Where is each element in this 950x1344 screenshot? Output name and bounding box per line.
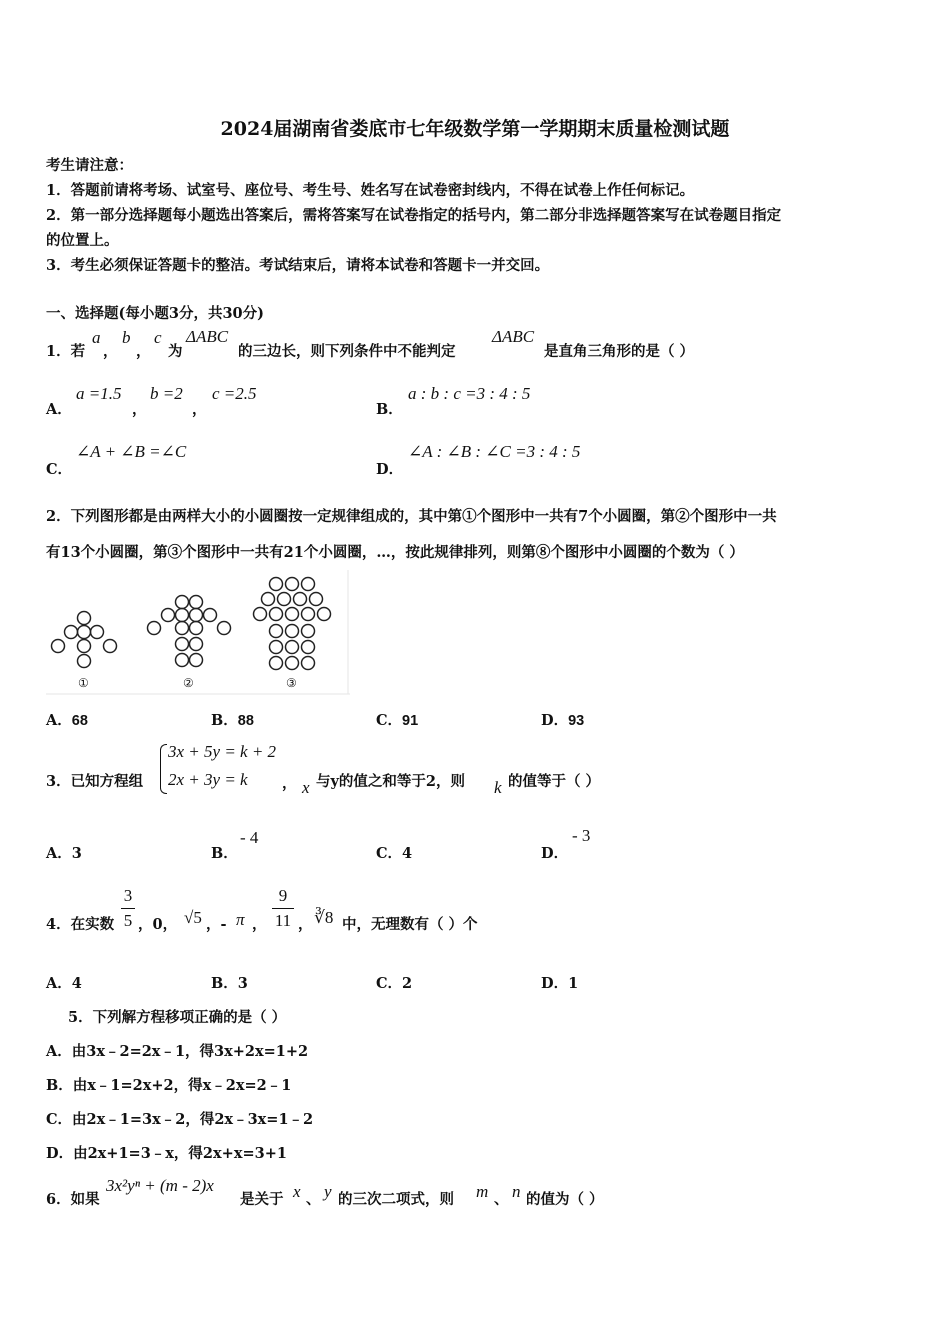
q4-option-a-value: 4	[71, 975, 82, 992]
q3-option-b-value: - 4	[240, 828, 259, 847]
notice-item-2: 2．第一部分选择题每小题选出答案后，需将答案写在试卷指定的括号内，第二部分非选择题答案写在试卷题目指定	[46, 207, 782, 224]
q6-var-y: y	[324, 1182, 332, 1201]
q4-option-b-value: 3	[237, 975, 248, 992]
figure-3-label: ③	[286, 676, 297, 690]
q1-option-b: a : b : c =3 : 4 : 5	[408, 384, 531, 403]
q4-fraction-2-denominator: 11	[274, 911, 292, 930]
q2-line-1: 2．下列图形都是由两样大小的小圆圈按一定规律组成的，其中第①个图形中一共有7个小圆圈，第②个图形中一共	[46, 508, 777, 525]
q6-text-mid-2: 的三次二项式，则	[338, 1191, 454, 1208]
figure-1-circles	[52, 612, 117, 668]
question-1	[46, 327, 926, 370]
q1-text-mid: 的三边长，则下列条件中不能判定	[238, 343, 456, 360]
q4-text-end: 中，无理数有（ ）个	[342, 916, 478, 933]
q4-option-c	[376, 972, 412, 993]
q4-prefix: 4．在实数	[46, 916, 115, 933]
q6-dun-2: 、	[494, 1191, 509, 1208]
q3-option-c	[376, 842, 412, 863]
q3-equation-2: 2x + 3y = k	[168, 770, 248, 789]
q1-option-d: ∠A : ∠B : ∠C =3 : 4 : 5	[408, 442, 581, 461]
q1-var-c: c	[154, 328, 162, 347]
q3-prefix: 3．已知方程组	[46, 773, 144, 790]
q1-option-a-comma: ，	[132, 401, 147, 418]
q4-fraction-1-numerator: 3	[123, 886, 133, 905]
notice-heading: 考生请注意：	[46, 157, 133, 174]
q3-option-d-value: - 3	[572, 826, 591, 845]
q4-fraction-3-5	[121, 886, 135, 931]
q1-option-a-3: c =2.5	[212, 384, 257, 403]
q3-text-end: 的值等于（ ）	[508, 773, 601, 790]
q1-text-end: 是直角三角形的是（ ）	[544, 343, 695, 360]
q3-option-c-label: C．	[376, 845, 403, 862]
q3-option-d-label: D．	[541, 845, 569, 862]
q2-line-2: 有13个小圆圈，第③个图形中一共有21个小圆圈，…，按此规律排列，则第⑧个图形中小圆圈的个数为（ ）	[46, 544, 744, 561]
q2-option-c-value: 91	[402, 713, 419, 729]
figure-1-label: ①	[78, 676, 89, 690]
q4-sep-1: ，0，	[138, 916, 178, 933]
q6-text-end: 的值为（ ）	[526, 1191, 604, 1208]
q2-option-b	[211, 709, 254, 730]
q1-comma: ，	[103, 343, 118, 360]
q4-option-d-value: 1	[568, 975, 579, 992]
q1-option-a-2: b =2	[150, 384, 183, 403]
q3-option-a	[46, 842, 82, 863]
section-heading: 一、选择题(每小题3分，共30分)	[46, 305, 264, 322]
q2-figure	[46, 570, 350, 696]
q4-fraction-1-denominator: 5	[123, 911, 133, 930]
q2-option-b-value: 88	[237, 713, 254, 729]
q3-equation-1: 3x + 5y = k + 2	[168, 742, 277, 761]
q2-option-b-label: B．	[211, 712, 238, 729]
q3-comma: ，	[282, 775, 297, 792]
q4-option-d-label: D．	[541, 975, 569, 992]
notice-item-3: 3．考生必须保证答题卡的整洁。考试结束后，请将本试卷和答题卡一并交回。	[46, 257, 550, 274]
q1-number: 1．若	[46, 343, 86, 360]
q2-option-c	[376, 709, 418, 730]
q6-var-n: n	[512, 1182, 521, 1201]
q6-prefix: 6．如果	[46, 1191, 100, 1208]
q4-option-a	[46, 972, 82, 993]
q1-option-b-label: B．	[376, 401, 403, 418]
q4-pi: π	[236, 910, 245, 929]
figure-3-circles	[254, 578, 331, 670]
q2-option-c-label: C．	[376, 712, 403, 729]
q4-option-b-label: B．	[211, 975, 238, 992]
q3-brace	[160, 744, 167, 794]
q3-option-c-value: 4	[402, 845, 413, 862]
q4-sep-3: ，	[252, 916, 267, 933]
q1-option-a-1: a =1.5	[76, 384, 122, 403]
q5-option-d: D．由2x+1=3﹣x，得2x+x=3+1	[46, 1145, 287, 1162]
q3-var-k: k	[494, 778, 502, 797]
q2-option-a-label: A．	[46, 712, 72, 729]
q4-option-b	[211, 972, 248, 993]
q4-option-c-label: C．	[376, 975, 403, 992]
q4-sqrt-5: √5	[184, 908, 202, 927]
q1-option-a-label: A．	[46, 401, 72, 418]
q5-option-b: B．由x﹣1=2x+2，得x﹣2x=2﹣1	[46, 1077, 292, 1094]
q4-fraction-9-11	[272, 886, 294, 931]
q1-var-a: a	[92, 328, 101, 347]
q3-option-b-label: B．	[211, 845, 238, 862]
q1-option-c-label: C．	[46, 461, 73, 478]
q2-option-a	[46, 709, 88, 730]
q2-option-d-value: 93	[568, 713, 585, 729]
q5-option-a: A．由3x﹣2=2x﹣1，得3x+2x=1+2	[46, 1043, 309, 1060]
q6-var-x: x	[293, 1182, 301, 1201]
q4-option-c-value: 2	[402, 975, 413, 992]
q3-var-x: x	[302, 778, 310, 797]
q4-option-a-label: A．	[46, 975, 72, 992]
q1-option-c: ∠A + ∠B =∠C	[76, 442, 187, 461]
q1-var-b: b	[122, 328, 131, 347]
q1-option-d-label: D．	[376, 461, 404, 478]
notice-item-2-cont: 的位置上。	[46, 232, 119, 249]
q6-dun: 、	[306, 1191, 321, 1208]
q1-text-wei: 为	[168, 343, 183, 360]
figure-2-label: ②	[183, 676, 194, 690]
q3-option-a-value: 3	[71, 845, 82, 862]
q4-fraction-2-numerator: 9	[278, 886, 288, 905]
q2-option-d	[541, 709, 584, 730]
q1-triangle-2: ΔABC	[492, 327, 535, 346]
q6-expression: 3x²yⁿ + (m - 2)x	[106, 1176, 214, 1195]
q5-option-c: C．由2x﹣1=3x﹣2，得2x﹣3x=1﹣2	[46, 1111, 314, 1128]
page-title: 2024届湖南省娄底市七年级数学第一学期期末质量检测试题	[220, 118, 730, 140]
q2-option-d-label: D．	[541, 712, 569, 729]
figure-2-circles	[148, 596, 231, 667]
q4-sep-4: ，	[298, 916, 313, 933]
q4-sep-2: ，-	[206, 916, 227, 933]
q4-option-d	[541, 972, 578, 993]
q3-text-mid: 与y的值之和等于2，则	[316, 773, 466, 790]
q5-stem: 5．下列解方程移项正确的是（ ）	[68, 1009, 287, 1026]
q2-option-a-value: 68	[71, 713, 88, 729]
q1-triangle: ΔABC	[186, 327, 229, 346]
q6-var-m: m	[476, 1182, 489, 1201]
notice-item-1: 1．答题前请将考场、试室号、座位号、考生号、姓名写在试卷密封线内，不得在试卷上作任何标记。	[46, 182, 695, 199]
q1-option-a-comma: ，	[192, 401, 207, 418]
q3-option-a-label: A．	[46, 845, 72, 862]
q1-comma: ，	[136, 343, 151, 360]
q2-circle-patterns	[46, 570, 350, 696]
q4-cbrt-8: ∛8	[314, 908, 334, 927]
q6-text-mid: 是关于	[240, 1191, 284, 1208]
